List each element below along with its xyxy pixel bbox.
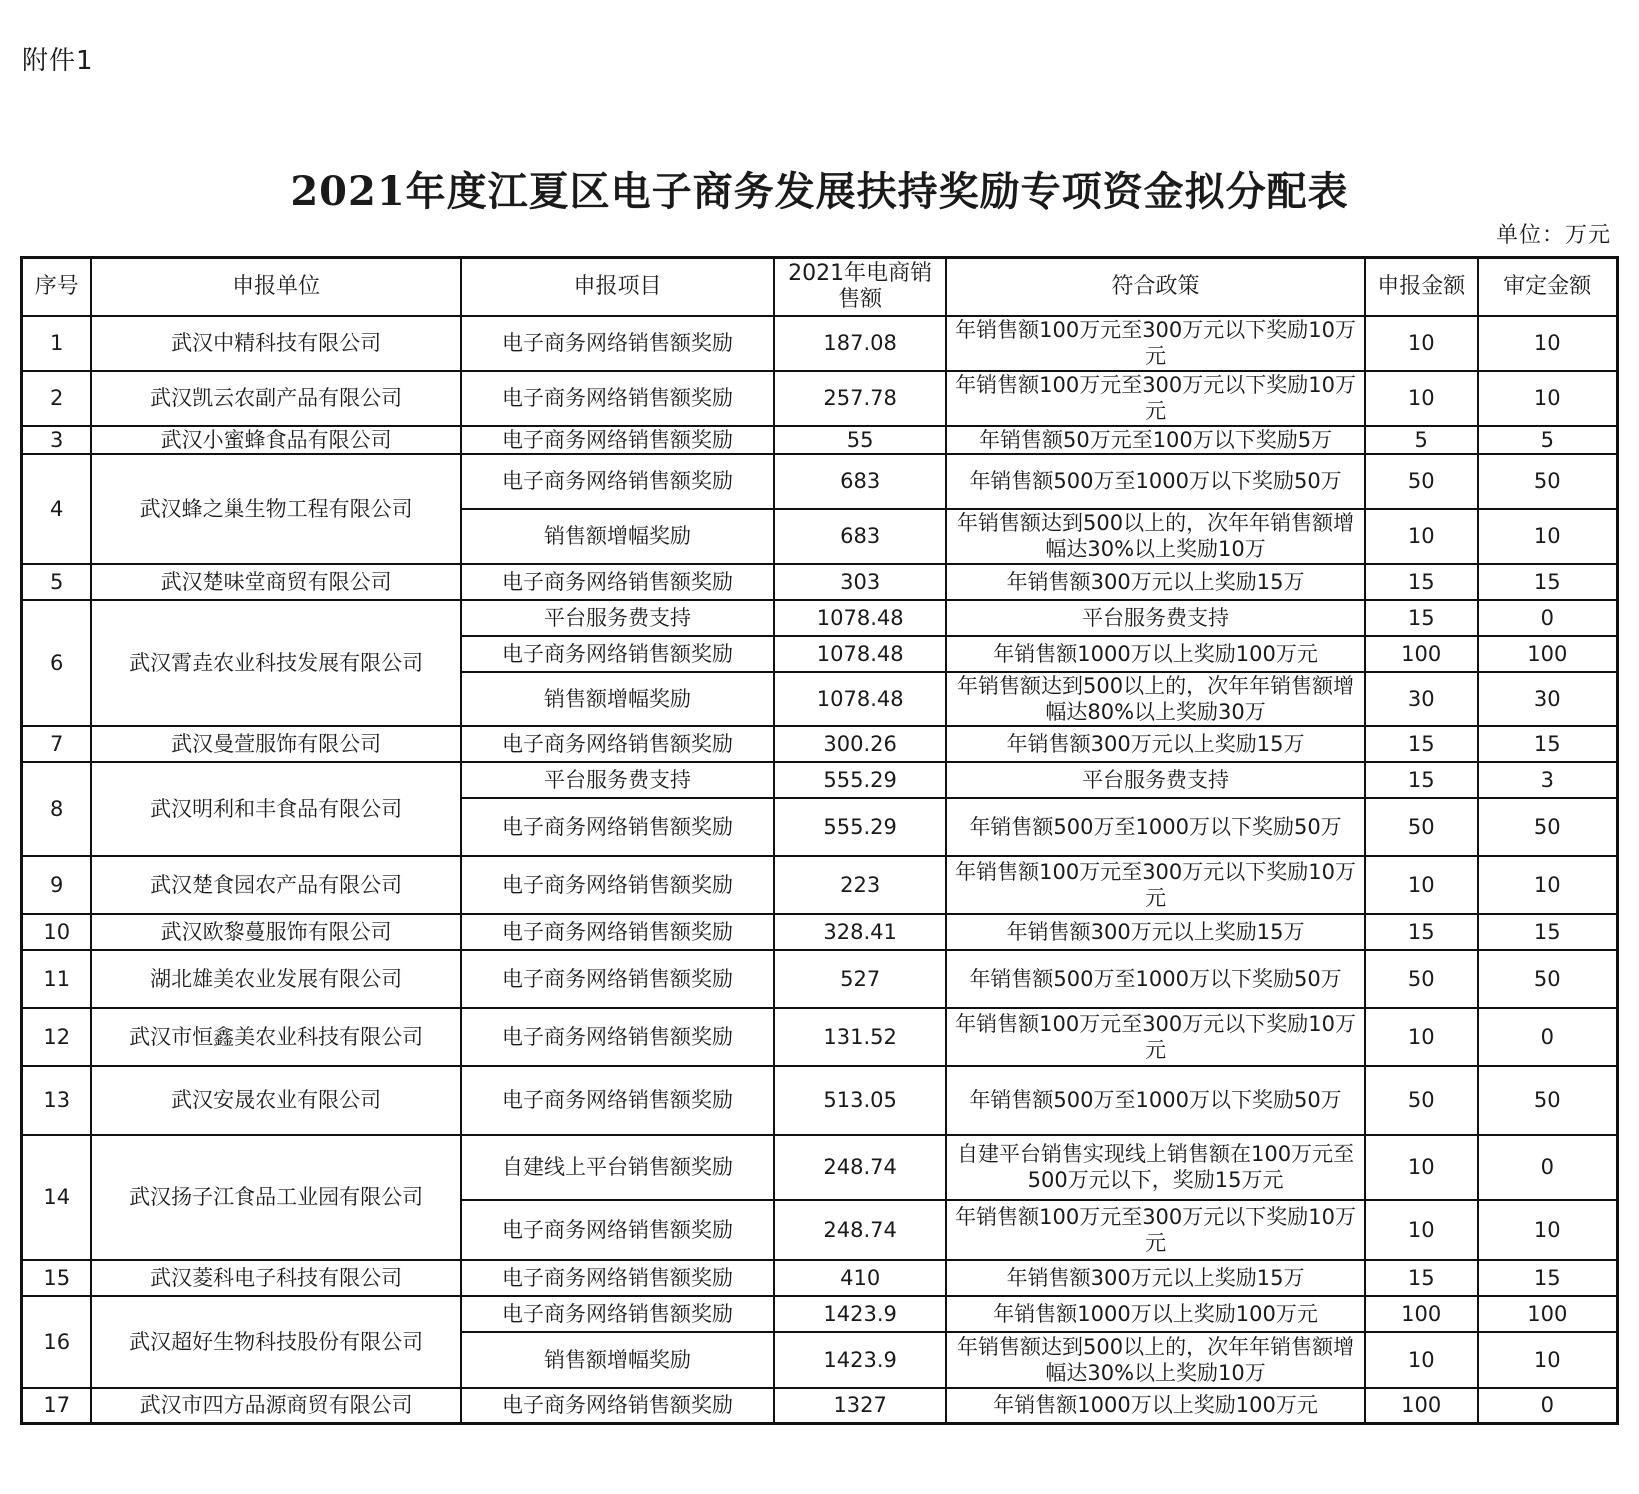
seq-cell: 7 xyxy=(22,726,92,762)
project-cell: 平台服务费支持 xyxy=(461,762,774,798)
sales-cell: 527 xyxy=(774,950,946,1008)
company-cell: 武汉市四方品源商贸有限公司 xyxy=(91,1388,461,1424)
policy-cell: 年销售额500万至1000万以下奖励50万 xyxy=(946,1066,1365,1135)
applied-amount-cell: 10 xyxy=(1365,1008,1478,1066)
approved-amount-cell: 0 xyxy=(1478,600,1618,636)
company-cell: 武汉楚食园农产品有限公司 xyxy=(91,856,461,914)
allocation-table xyxy=(20,256,1619,1425)
applied-amount-cell: 50 xyxy=(1365,950,1478,1008)
company-cell: 武汉霄垚农业科技发展有限公司 xyxy=(91,600,461,726)
sales-cell: 131.52 xyxy=(774,1008,946,1066)
approved-amount-cell: 5 xyxy=(1478,426,1618,454)
project-cell: 电子商务网络销售额奖励 xyxy=(461,454,774,509)
approved-amount-cell: 15 xyxy=(1478,564,1618,600)
project-cell: 电子商务网络销售额奖励 xyxy=(461,371,774,426)
applied-amount-cell: 100 xyxy=(1365,636,1478,672)
sales-cell: 328.41 xyxy=(774,914,946,950)
table-body xyxy=(22,316,1618,1424)
project-cell: 平台服务费支持 xyxy=(461,600,774,636)
policy-cell: 年销售额500万至1000万以下奖励50万 xyxy=(946,454,1365,509)
company-cell: 武汉蜂之巢生物工程有限公司 xyxy=(91,454,461,564)
table-row xyxy=(22,564,1618,600)
policy-cell: 年销售额达到500以上的，次年年销售额增幅达80%以上奖励30万 xyxy=(946,672,1365,726)
seq-cell: 11 xyxy=(22,950,92,1008)
table-row xyxy=(22,426,1618,454)
approved-amount-cell: 3 xyxy=(1478,762,1618,798)
table-row xyxy=(22,1066,1618,1135)
project-cell: 自建线上平台销售额奖励 xyxy=(461,1135,774,1200)
sales-cell: 683 xyxy=(774,509,946,564)
header-seq: 序号 xyxy=(22,258,92,316)
sales-cell: 513.05 xyxy=(774,1066,946,1135)
project-cell: 电子商务网络销售额奖励 xyxy=(461,1260,774,1296)
project-cell: 电子商务网络销售额奖励 xyxy=(461,798,774,856)
table-row xyxy=(22,726,1618,762)
applied-amount-cell: 10 xyxy=(1365,1332,1478,1388)
table-row xyxy=(22,762,1618,798)
sales-cell: 300.26 xyxy=(774,726,946,762)
approved-amount-cell: 15 xyxy=(1478,726,1618,762)
sales-cell: 303 xyxy=(774,564,946,600)
company-cell: 武汉凯云农副产品有限公司 xyxy=(91,371,461,426)
approved-amount-cell: 100 xyxy=(1478,1296,1618,1332)
approved-amount-cell: 15 xyxy=(1478,914,1618,950)
seq-cell: 5 xyxy=(22,564,92,600)
applied-amount-cell: 10 xyxy=(1365,1200,1478,1260)
seq-cell: 17 xyxy=(22,1388,92,1424)
seq-cell: 3 xyxy=(22,426,92,454)
company-cell: 武汉安晟农业有限公司 xyxy=(91,1066,461,1135)
applied-amount-cell: 15 xyxy=(1365,726,1478,762)
policy-cell: 年销售额100万元至300万元以下奖励10万元 xyxy=(946,371,1365,426)
seq-cell: 1 xyxy=(22,316,92,371)
policy-cell: 年销售额500万至1000万以下奖励50万 xyxy=(946,950,1365,1008)
unit-label: 单位：万元 xyxy=(1495,223,1611,248)
approved-amount-cell: 0 xyxy=(1478,1135,1618,1200)
project-cell: 电子商务网络销售额奖励 xyxy=(461,726,774,762)
project-cell: 电子商务网络销售额奖励 xyxy=(461,856,774,914)
table-row xyxy=(22,1008,1618,1066)
table-row xyxy=(22,1388,1618,1424)
applied-amount-cell: 100 xyxy=(1365,1388,1478,1424)
sales-cell: 555.29 xyxy=(774,762,946,798)
policy-cell: 平台服务费支持 xyxy=(946,762,1365,798)
policy-cell: 年销售额1000万以上奖励100万元 xyxy=(946,1296,1365,1332)
policy-cell: 年销售额300万元以上奖励15万 xyxy=(946,1260,1365,1296)
approved-amount-cell: 50 xyxy=(1478,454,1618,509)
company-cell: 武汉中精科技有限公司 xyxy=(91,316,461,371)
policy-cell: 年销售额300万元以上奖励15万 xyxy=(946,914,1365,950)
seq-cell: 10 xyxy=(22,914,92,950)
company-cell: 武汉小蜜蜂食品有限公司 xyxy=(91,426,461,454)
project-cell: 销售额增幅奖励 xyxy=(461,1332,774,1388)
approved-amount-cell: 50 xyxy=(1478,950,1618,1008)
applied-amount-cell: 50 xyxy=(1365,798,1478,856)
table-row xyxy=(22,1296,1618,1332)
header-project: 申报项目 xyxy=(461,258,774,316)
applied-amount-cell: 10 xyxy=(1365,856,1478,914)
company-cell: 武汉楚味堂商贸有限公司 xyxy=(91,564,461,600)
applied-amount-cell: 50 xyxy=(1365,1066,1478,1135)
sales-cell: 683 xyxy=(774,454,946,509)
seq-cell: 4 xyxy=(22,454,92,564)
project-cell: 电子商务网络销售额奖励 xyxy=(461,914,774,950)
policy-cell: 年销售额100万元至300万元以下奖励10万元 xyxy=(946,1200,1365,1260)
approved-amount-cell: 30 xyxy=(1478,672,1618,726)
policy-cell: 年销售额300万元以上奖励15万 xyxy=(946,726,1365,762)
project-cell: 电子商务网络销售额奖励 xyxy=(461,426,774,454)
company-cell: 湖北雄美农业发展有限公司 xyxy=(91,950,461,1008)
header-approved: 审定金额 xyxy=(1478,258,1618,316)
approved-amount-cell: 15 xyxy=(1478,1260,1618,1296)
seq-cell: 16 xyxy=(22,1296,92,1388)
company-cell: 武汉扬子江食品工业园有限公司 xyxy=(91,1135,461,1260)
table-row xyxy=(22,600,1618,636)
table-row xyxy=(22,371,1618,426)
applied-amount-cell: 5 xyxy=(1365,426,1478,454)
seq-cell: 6 xyxy=(22,600,92,726)
header-company: 申报单位 xyxy=(91,258,461,316)
policy-cell: 年销售额100万元至300万元以下奖励10万元 xyxy=(946,1008,1365,1066)
project-cell: 电子商务网络销售额奖励 xyxy=(461,1008,774,1066)
sales-cell: 55 xyxy=(774,426,946,454)
sales-cell: 1327 xyxy=(774,1388,946,1424)
table-row xyxy=(22,1260,1618,1296)
applied-amount-cell: 15 xyxy=(1365,762,1478,798)
project-cell: 电子商务网络销售额奖励 xyxy=(461,564,774,600)
sales-cell: 257.78 xyxy=(774,371,946,426)
header-sales: 2021年电商销售额 xyxy=(774,258,946,316)
seq-cell: 12 xyxy=(22,1008,92,1066)
applied-amount-cell: 10 xyxy=(1365,371,1478,426)
applied-amount-cell: 15 xyxy=(1365,600,1478,636)
table-header-row xyxy=(22,258,1618,316)
policy-cell: 年销售额1000万以上奖励100万元 xyxy=(946,636,1365,672)
company-cell: 武汉曼萱服饰有限公司 xyxy=(91,726,461,762)
seq-cell: 13 xyxy=(22,1066,92,1135)
attachment-label: 附件1 xyxy=(22,46,94,76)
seq-cell: 14 xyxy=(22,1135,92,1260)
approved-amount-cell: 10 xyxy=(1478,856,1618,914)
company-cell: 武汉超好生物科技股份有限公司 xyxy=(91,1296,461,1388)
sales-cell: 248.74 xyxy=(774,1135,946,1200)
approved-amount-cell: 10 xyxy=(1478,316,1618,371)
sales-cell: 1078.48 xyxy=(774,636,946,672)
sales-cell: 410 xyxy=(774,1260,946,1296)
seq-cell: 8 xyxy=(22,762,92,856)
approved-amount-cell: 0 xyxy=(1478,1388,1618,1424)
table-row xyxy=(22,316,1618,371)
project-cell: 电子商务网络销售额奖励 xyxy=(461,316,774,371)
applied-amount-cell: 15 xyxy=(1365,1260,1478,1296)
sales-cell: 1423.9 xyxy=(774,1332,946,1388)
header-applied: 申报金额 xyxy=(1365,258,1478,316)
applied-amount-cell: 15 xyxy=(1365,914,1478,950)
approved-amount-cell: 10 xyxy=(1478,1332,1618,1388)
sales-cell: 1423.9 xyxy=(774,1296,946,1332)
project-cell: 电子商务网络销售额奖励 xyxy=(461,950,774,1008)
project-cell: 电子商务网络销售额奖励 xyxy=(461,1066,774,1135)
policy-cell: 自建平台销售实现线上销售额在100万元至500万元以下，奖励15万元 xyxy=(946,1135,1365,1200)
policy-cell: 年销售额300万元以上奖励15万 xyxy=(946,564,1365,600)
document-title: 2021年度江夏区电子商务发展扶持奖励专项资金拟分配表 xyxy=(290,168,1349,215)
table-row xyxy=(22,914,1618,950)
company-cell: 武汉菱科电子科技有限公司 xyxy=(91,1260,461,1296)
policy-cell: 年销售额达到500以上的，次年年销售额增幅达30%以上奖励10万 xyxy=(946,1332,1365,1388)
approved-amount-cell: 0 xyxy=(1478,1008,1618,1066)
seq-cell: 2 xyxy=(22,371,92,426)
sales-cell: 1078.48 xyxy=(774,600,946,636)
project-cell: 销售额增幅奖励 xyxy=(461,672,774,726)
applied-amount-cell: 100 xyxy=(1365,1296,1478,1332)
policy-cell: 年销售额达到500以上的，次年年销售额增幅达30%以上奖励10万 xyxy=(946,509,1365,564)
table-row xyxy=(22,856,1618,914)
table-row xyxy=(22,1135,1618,1200)
seq-cell: 15 xyxy=(22,1260,92,1296)
applied-amount-cell: 10 xyxy=(1365,316,1478,371)
sales-cell: 555.29 xyxy=(774,798,946,856)
approved-amount-cell: 100 xyxy=(1478,636,1618,672)
approved-amount-cell: 50 xyxy=(1478,1066,1618,1135)
sales-cell: 223 xyxy=(774,856,946,914)
project-cell: 电子商务网络销售额奖励 xyxy=(461,1388,774,1424)
sales-cell: 187.08 xyxy=(774,316,946,371)
company-cell: 武汉明利和丰食品有限公司 xyxy=(91,762,461,856)
project-cell: 电子商务网络销售额奖励 xyxy=(461,1200,774,1260)
policy-cell: 年销售额50万元至100万以下奖励5万 xyxy=(946,426,1365,454)
policy-cell: 年销售额1000万以上奖励100万元 xyxy=(946,1388,1365,1424)
applied-amount-cell: 30 xyxy=(1365,672,1478,726)
project-cell: 电子商务网络销售额奖励 xyxy=(461,1296,774,1332)
policy-cell: 年销售额100万元至300万元以下奖励10万元 xyxy=(946,316,1365,371)
company-cell: 武汉欧黎蔓服饰有限公司 xyxy=(91,914,461,950)
applied-amount-cell: 15 xyxy=(1365,564,1478,600)
approved-amount-cell: 10 xyxy=(1478,509,1618,564)
applied-amount-cell: 50 xyxy=(1365,454,1478,509)
policy-cell: 平台服务费支持 xyxy=(946,600,1365,636)
approved-amount-cell: 50 xyxy=(1478,798,1618,856)
policy-cell: 年销售额100万元至300万元以下奖励10万元 xyxy=(946,856,1365,914)
header-policy: 符合政策 xyxy=(946,258,1365,316)
table-row xyxy=(22,950,1618,1008)
approved-amount-cell: 10 xyxy=(1478,1200,1618,1260)
company-cell: 武汉市恒鑫美农业科技有限公司 xyxy=(91,1008,461,1066)
sales-cell: 1078.48 xyxy=(774,672,946,726)
policy-cell: 年销售额500万至1000万以下奖励50万 xyxy=(946,798,1365,856)
seq-cell: 9 xyxy=(22,856,92,914)
approved-amount-cell: 10 xyxy=(1478,371,1618,426)
applied-amount-cell: 10 xyxy=(1365,1135,1478,1200)
project-cell: 销售额增幅奖励 xyxy=(461,509,774,564)
project-cell: 电子商务网络销售额奖励 xyxy=(461,636,774,672)
sales-cell: 248.74 xyxy=(774,1200,946,1260)
table-row xyxy=(22,454,1618,509)
applied-amount-cell: 10 xyxy=(1365,509,1478,564)
